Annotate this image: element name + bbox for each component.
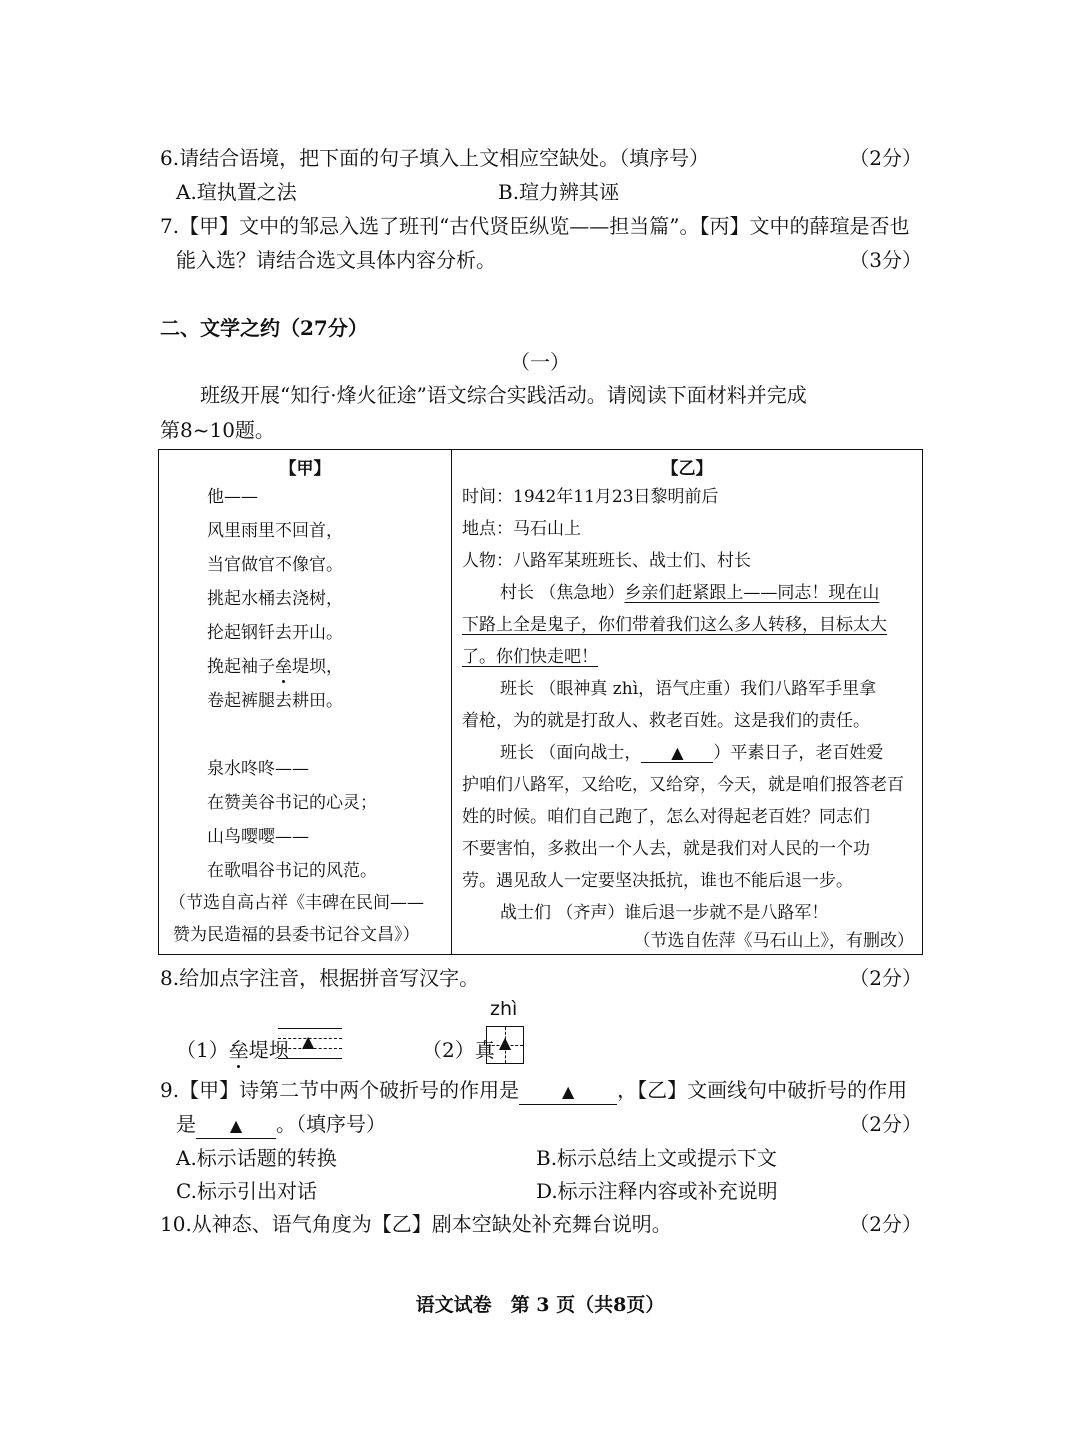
q7-line2-wrap [176,246,922,274]
q9-option-b: B.标示总结上文或提示下文 [536,1146,778,1170]
q6-stem-line [160,144,922,172]
q9-text: 9.【甲】诗第二节中两个破折号的作用是 [160,1078,520,1102]
triangle-icon: ▲ [302,1032,315,1051]
yi-banzhang1-line1: 班长 （眼神真 zhì，语气庄重）我们八路军手里拿 [500,679,877,699]
jia-line: 在赞美谷书记的心灵； [207,793,377,813]
yi-cunzhang-line3 [462,646,914,668]
q7-score: （3分） [849,248,922,272]
q8-item1-text: 堤坝 [248,1038,289,1062]
triangle-icon: ▲ [498,1033,512,1052]
ruled-line [278,1058,342,1059]
jia-source-line1: （节选自高占祥《丰碑在民间—— [169,893,424,913]
q9-text: ，【乙】文画线句中破折号的作用 [617,1078,908,1102]
section2-intro-line2: 第8~10题。 [160,418,275,442]
q10-score: （2分） [849,1212,922,1236]
triangle-icon: ▲ [561,1082,575,1101]
dotted-char: 垒 [275,657,292,677]
q10-stem-line [160,1210,922,1238]
jia-line: 在歌唱谷书记的风范。 [207,861,377,881]
q9-line1 [160,1076,922,1105]
q6-options [176,178,938,206]
yi-cunzhang-line2 [462,614,914,636]
triangle-icon: ▲ [229,1116,243,1135]
q9-option-d: D.标示注释内容或补充说明 [536,1179,778,1203]
ruled-line [278,1028,342,1029]
pinyin-writing-lines[interactable] [278,1028,342,1060]
jia-text: 堤坝， [292,657,343,677]
material-yi [452,450,922,954]
banzhang-text: ）平素日子，老百姓爱 [713,743,884,763]
jia-line: 他—— [207,487,258,507]
underlined-sentence: 下路上全是鬼子，你们带着我们这么多人转移，目标太大 [462,615,887,635]
jia-line: 山鸟嘤嘤—— [207,827,309,847]
q9-text: 是 [176,1112,196,1136]
q7-line2: 能入选？请结合选文具体内容分析。 [176,248,496,272]
jia-header: 【甲】 [279,459,331,479]
q10-stem: 10.从神态、语气角度为【乙】剧本空缺处补充舞台说明。 [160,1212,672,1236]
jia-line: 卷起裤腿去耕田。 [207,691,343,711]
q9-text: 。（填序号） [276,1112,386,1136]
underlined-sentence: 了。你们快走吧！ [462,647,598,667]
jia-line-dotted [207,656,343,678]
banzhang-role: 班长 （面向战士， [500,743,642,763]
section2-intro-line1: 班级开展“知行·烽火征途”语文综合实践活动。请阅读下面材料并完成 [200,383,807,407]
q6-stem: 6.请结合语境，把下面的句子填入上文相应空缺处。（填序号） [160,146,710,170]
triangle-icon: ▲ [671,743,684,762]
answer-blank[interactable] [519,1078,617,1105]
q8-pinyin: zhì [490,998,518,1020]
q6-option-b: B.瑄力辨其诬 [498,180,620,204]
q6-score: （2分） [849,146,922,170]
q9-score: （2分） [849,1112,922,1136]
jia-text: 挽起袖子 [207,657,275,677]
jia-line: 风里雨里不回首， [207,521,343,541]
q8-stem: 8.给加点字注音，根据拼音写汉字。 [160,966,480,990]
q9-options-row2 [176,1177,938,1205]
q8-item2: （2）真 [422,1038,495,1062]
jia-line: 抡起钢钎去开山。 [207,623,343,643]
yi-zhanshi: 战士们 （齐声）谁后退一步就不是八路军！ [500,903,829,923]
q7-line1: 7.【甲】文中的邹忌入选了班刊“古代贤臣纵览——担当篇”。【丙】文中的薛瑄是否也 [160,214,910,238]
jia-line: 当官做官不像官。 [207,555,343,575]
q8-score: （2分） [849,966,922,990]
yi-banzhang2-line2: 护咱们八路军，又给吃，又给穿，今天，就是咱们报答老百 [462,775,904,795]
stage-direction-blank[interactable] [641,744,713,763]
q8-item1 [176,1034,289,1063]
yi-people: 人物：八路军某班班长、战士们、村长 [462,551,751,571]
q9-options-row1 [176,1144,938,1172]
yi-banzhang1-line2: 着枪，为的就是打敌人、救老百姓。这是我们的责任。 [462,711,870,731]
yi-cunzhang-line1 [500,582,952,604]
yi-banzhang2-line5: 劳。遇见敌人一定要坚决抵抗，谁也不能后退一步。 [462,871,853,891]
cunzhang-role: 村长 （焦急地） [500,583,625,603]
jia-source-line2: 赞为民造福的县委书记谷文昌》） [173,925,420,945]
q9-option-a: A.标示话题的转换 [176,1146,337,1170]
answer-blank[interactable] [196,1112,276,1139]
yi-time: 时间：1942年11月23日黎明前后 [462,487,719,507]
q9-line2 [176,1110,922,1139]
q8-item1-number: （1） [176,1038,229,1062]
q9-option-c: C.标示引出对话 [176,1179,317,1203]
section2-title: 二、文学之约（27分） [160,316,368,340]
yi-banzhang2-line3: 姓的时候。咱们自己跑了，怎么对得起老百姓？同志们 [462,807,870,827]
material-table [158,449,923,955]
yi-place: 地点：马石山上 [462,519,581,539]
underlined-sentence: 乡亲们赶紧跟上——同志！现在山 [624,583,880,603]
dotted-char: 垒 [228,1038,249,1062]
yi-banzhang2-line4: 不要害怕，多救出一个人去，就是我们对人民的一个功 [462,839,870,859]
character-writing-box[interactable] [486,1026,524,1064]
yi-source: （节选自佐萍《马石山上》，有删改） [633,931,914,951]
q8-stem-line [160,964,922,992]
yi-banzhang2-line1 [500,742,952,764]
material-jia [159,450,452,954]
jia-line: 挑起水桶去浇树， [207,589,343,609]
jia-line: 泉水咚咚—— [207,759,309,779]
yi-header: 【乙】 [661,459,713,479]
q6-option-a: A.瑄执置之法 [176,180,297,204]
page-footer: 语文试卷 第 3 页（共8页） [415,1294,665,1316]
section2-subtitle: （一） [510,350,570,374]
